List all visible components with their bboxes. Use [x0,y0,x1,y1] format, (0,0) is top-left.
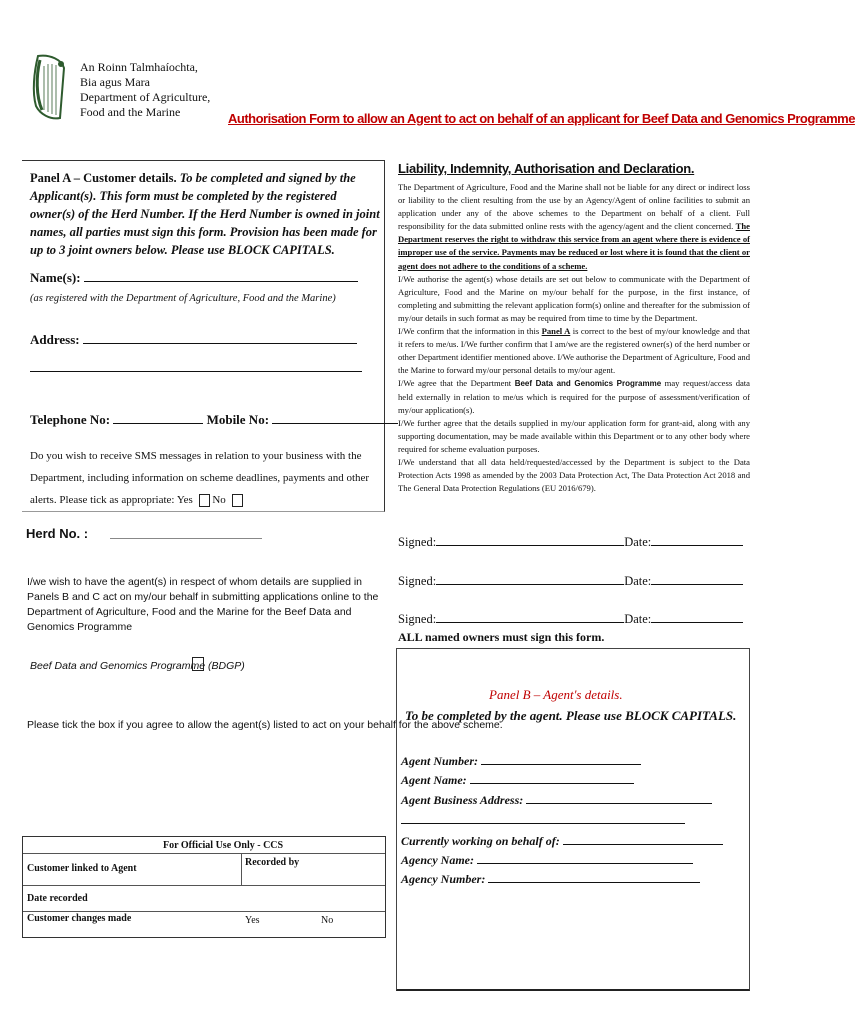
date-label: Date: [624,535,652,549]
agent-address-field[interactable] [526,791,712,804]
address-label: Address: [30,332,80,347]
table-divider [23,885,385,886]
form-title: Authorisation Form to allow an Agent to act on behalf of an applicant for Beef Data and Genomics Programme [228,111,855,126]
liability-paragraph [398,181,750,273]
sms-no-label: No [212,494,226,506]
official-use-title: For Official Use Only - CCS [163,840,284,851]
agent-address-field-line-2[interactable] [401,823,685,824]
official-use-table [22,836,386,938]
customer-linked-label: Customer linked to Agent [27,863,137,874]
date-field[interactable] [651,610,743,623]
bdgp-label: Beef Data and Genomics Programme (BDGP) [30,660,245,672]
liability-paragraph [398,325,750,377]
panel-a-customer-details [22,160,385,512]
liability-paragraph: I/We understand that all data held/requested/accessed by the Department is subject to the Data Protection Acts 1998 as amended by the 2003 Data Protection Act, The Data Protection Act 2018 and The General Data Protection Regulations (EU 2016/679). [398,456,750,494]
panel-b-agent-details [396,648,750,991]
table-divider [23,853,385,854]
liability-title: Liability, Indemnity, Authorisation and Declaration. [398,161,695,176]
agent-name-field[interactable] [470,771,634,784]
working-on-behalf-field[interactable] [563,832,723,845]
sms-text: Do you wish to receive SMS messages in relation to your business with the Department, including information on scheme deadlines, payments and other alerts. Please tick as appropriate: Yes [30,450,370,506]
signed-label: Signed: [398,535,437,549]
sms-no-checkbox[interactable] [232,494,243,507]
sms-question [30,445,370,511]
agency-name-field[interactable] [477,851,693,864]
name-field[interactable] [84,269,358,282]
panel-a-label: Panel A – Customer details. [30,171,177,185]
liability-paragraph: I/We authorise the agent(s) whose details are set out below to communicate with the Department of Agriculture, Food and the Marine on my/our behalf for the purpose, in the first instance, of completing and submitting the relevant application form(s) online and thereafter for the submission of my/our details in such format as may be required from time to time by the Department. [398,273,750,323]
panel-a-instructions: To be completed and signed by the Applicant(s). This form must be completed by the registered owner(s) of the Herd Number. If the Herd Number is owned in joint names, all parties must sign this form. Provision has been made for up to 3 joint owners below. Please use BLOCK CAPITALS. [30,171,380,257]
department-line: Bia agus Mara [80,75,150,89]
name-row [30,269,358,286]
liability-warning: The Department reserves the right to withdraw this service from an agent where there is evidence of improper use of the service. Payments may be reduced or lost where it is found that the client or agent does not adhere to the conditions of a scheme. [398,221,750,271]
programme-name: Beef Data and Genomics Programme [514,379,662,389]
signature-field[interactable] [436,610,624,623]
name-note: (as registered with the Department of Agriculture, Food and the Marine) [30,293,336,304]
signed-label: Signed: [398,612,437,626]
agent-name-label: Agent Name: [401,773,467,787]
liability-text-span: I/We confirm that the information in this [398,326,542,337]
liability-paragraph [398,377,750,416]
liability-text [398,181,750,495]
agent-number-label: Agent Number: [401,754,479,768]
agency-number-field[interactable] [488,870,700,883]
address-row [30,331,357,348]
agent-address-row [401,791,712,808]
agent-name-row [401,771,634,788]
agency-number-label: Agency Number: [401,872,486,886]
agent-intro-text: I/we wish to have the agent(s) in respect of whom details are supplied in Panels B and C act on my/our behalf in submitting applications online to the Department of Agriculture, Food and the Marine for the Beef Data and Genomics Programme [27,576,379,633]
panel-a-reference: Panel A [541,326,571,337]
signature-field[interactable] [436,533,624,546]
liability-text-span: I/We agree that the Department [398,378,515,389]
liability-text-span: is correct to the best of my/our knowledge and that it refers to me/us. I/We further confirm that I am/we are the registered owner(s) of the herd number or other Department identifier mentioned above. I/We authorise the Department of Agriculture, Food and the Marine to forward my/our personal details to my/our agent. [398,326,751,376]
herd-number-label: Herd No. : [26,526,89,541]
customer-changes-label: Customer changes made [27,913,132,924]
panel-b-subtitle: To be completed by the agent. Please use BLOCK CAPITALS. [405,708,737,723]
department-name [80,60,210,120]
agency-name-label: Agency Name: [401,853,474,867]
official-yes-label: Yes [245,915,260,926]
agent-number-field[interactable] [481,752,641,765]
telephone-field[interactable] [113,411,203,424]
working-on-behalf-row [401,832,723,849]
liability-text-span: The Department of Agriculture, Food and the Marine shall not be liable for any direct or indirect loss or liability to the client resulting from the use by an Agency/Agent of online facilities to submit an application under any of the above schemes to the Department on behalf of a client. Full responsibility for the data submitted online rests with the agency/agent and the client concerned. [398,182,750,232]
address-field-line-2[interactable] [30,371,362,372]
signature-row [398,572,743,589]
signature-field[interactable] [436,572,624,585]
phone-row [30,411,398,428]
address-field[interactable] [83,331,357,344]
table-divider [23,911,385,912]
panel-a-intro [30,169,380,259]
official-no-label: No [321,915,334,926]
date-field[interactable] [651,572,743,585]
mobile-label: Mobile No: [206,412,270,427]
table-divider [241,853,242,885]
department-line: An Roinn Talmhaíochta, [80,60,198,74]
name-label: Name(s): [30,270,81,285]
department-line: Food and the Marine [80,105,181,119]
date-field[interactable] [651,533,743,546]
liability-text-span: may request/access data held externally in relation to me/us which is required for the purpose of assessment/verification of my/our application(s). [398,378,751,415]
harp-logo-icon [30,52,70,124]
liability-paragraph: I/We further agree that the details supplied in my/our application form for grant-aid, along with any supporting documentation, may be made available within this Department or to any other body where required for scheme evaluation purposes. [398,417,750,454]
herd-number-field[interactable] [110,538,262,539]
tick-instruction: Please tick the box if you agree to allow the agent(s) listed to act on your behalf for the above scheme. [27,719,503,731]
panel-b-title: Panel B – Agent's details. [489,687,623,702]
working-on-behalf-label: Currently working on behalf of: [401,834,560,848]
signature-row [398,610,743,627]
department-line: Department of Agriculture, [80,90,211,104]
agent-address-label: Agent Business Address: [401,793,524,807]
date-recorded-label: Date recorded [27,893,88,904]
recorded-by-label: Recorded by [245,857,300,868]
signed-label: Signed: [398,574,437,588]
all-owners-sign-notice: ALL named owners must sign this form. [398,630,605,644]
agent-number-row [401,752,641,769]
bdgp-checkbox[interactable] [192,657,204,671]
agency-number-row [401,870,700,887]
date-label: Date: [624,612,652,626]
sms-yes-checkbox[interactable] [199,494,210,507]
mobile-field[interactable] [272,411,398,424]
agency-name-row [401,851,693,868]
signature-row [398,533,743,550]
telephone-label: Telephone No: [30,412,111,427]
date-label: Date: [624,574,652,588]
